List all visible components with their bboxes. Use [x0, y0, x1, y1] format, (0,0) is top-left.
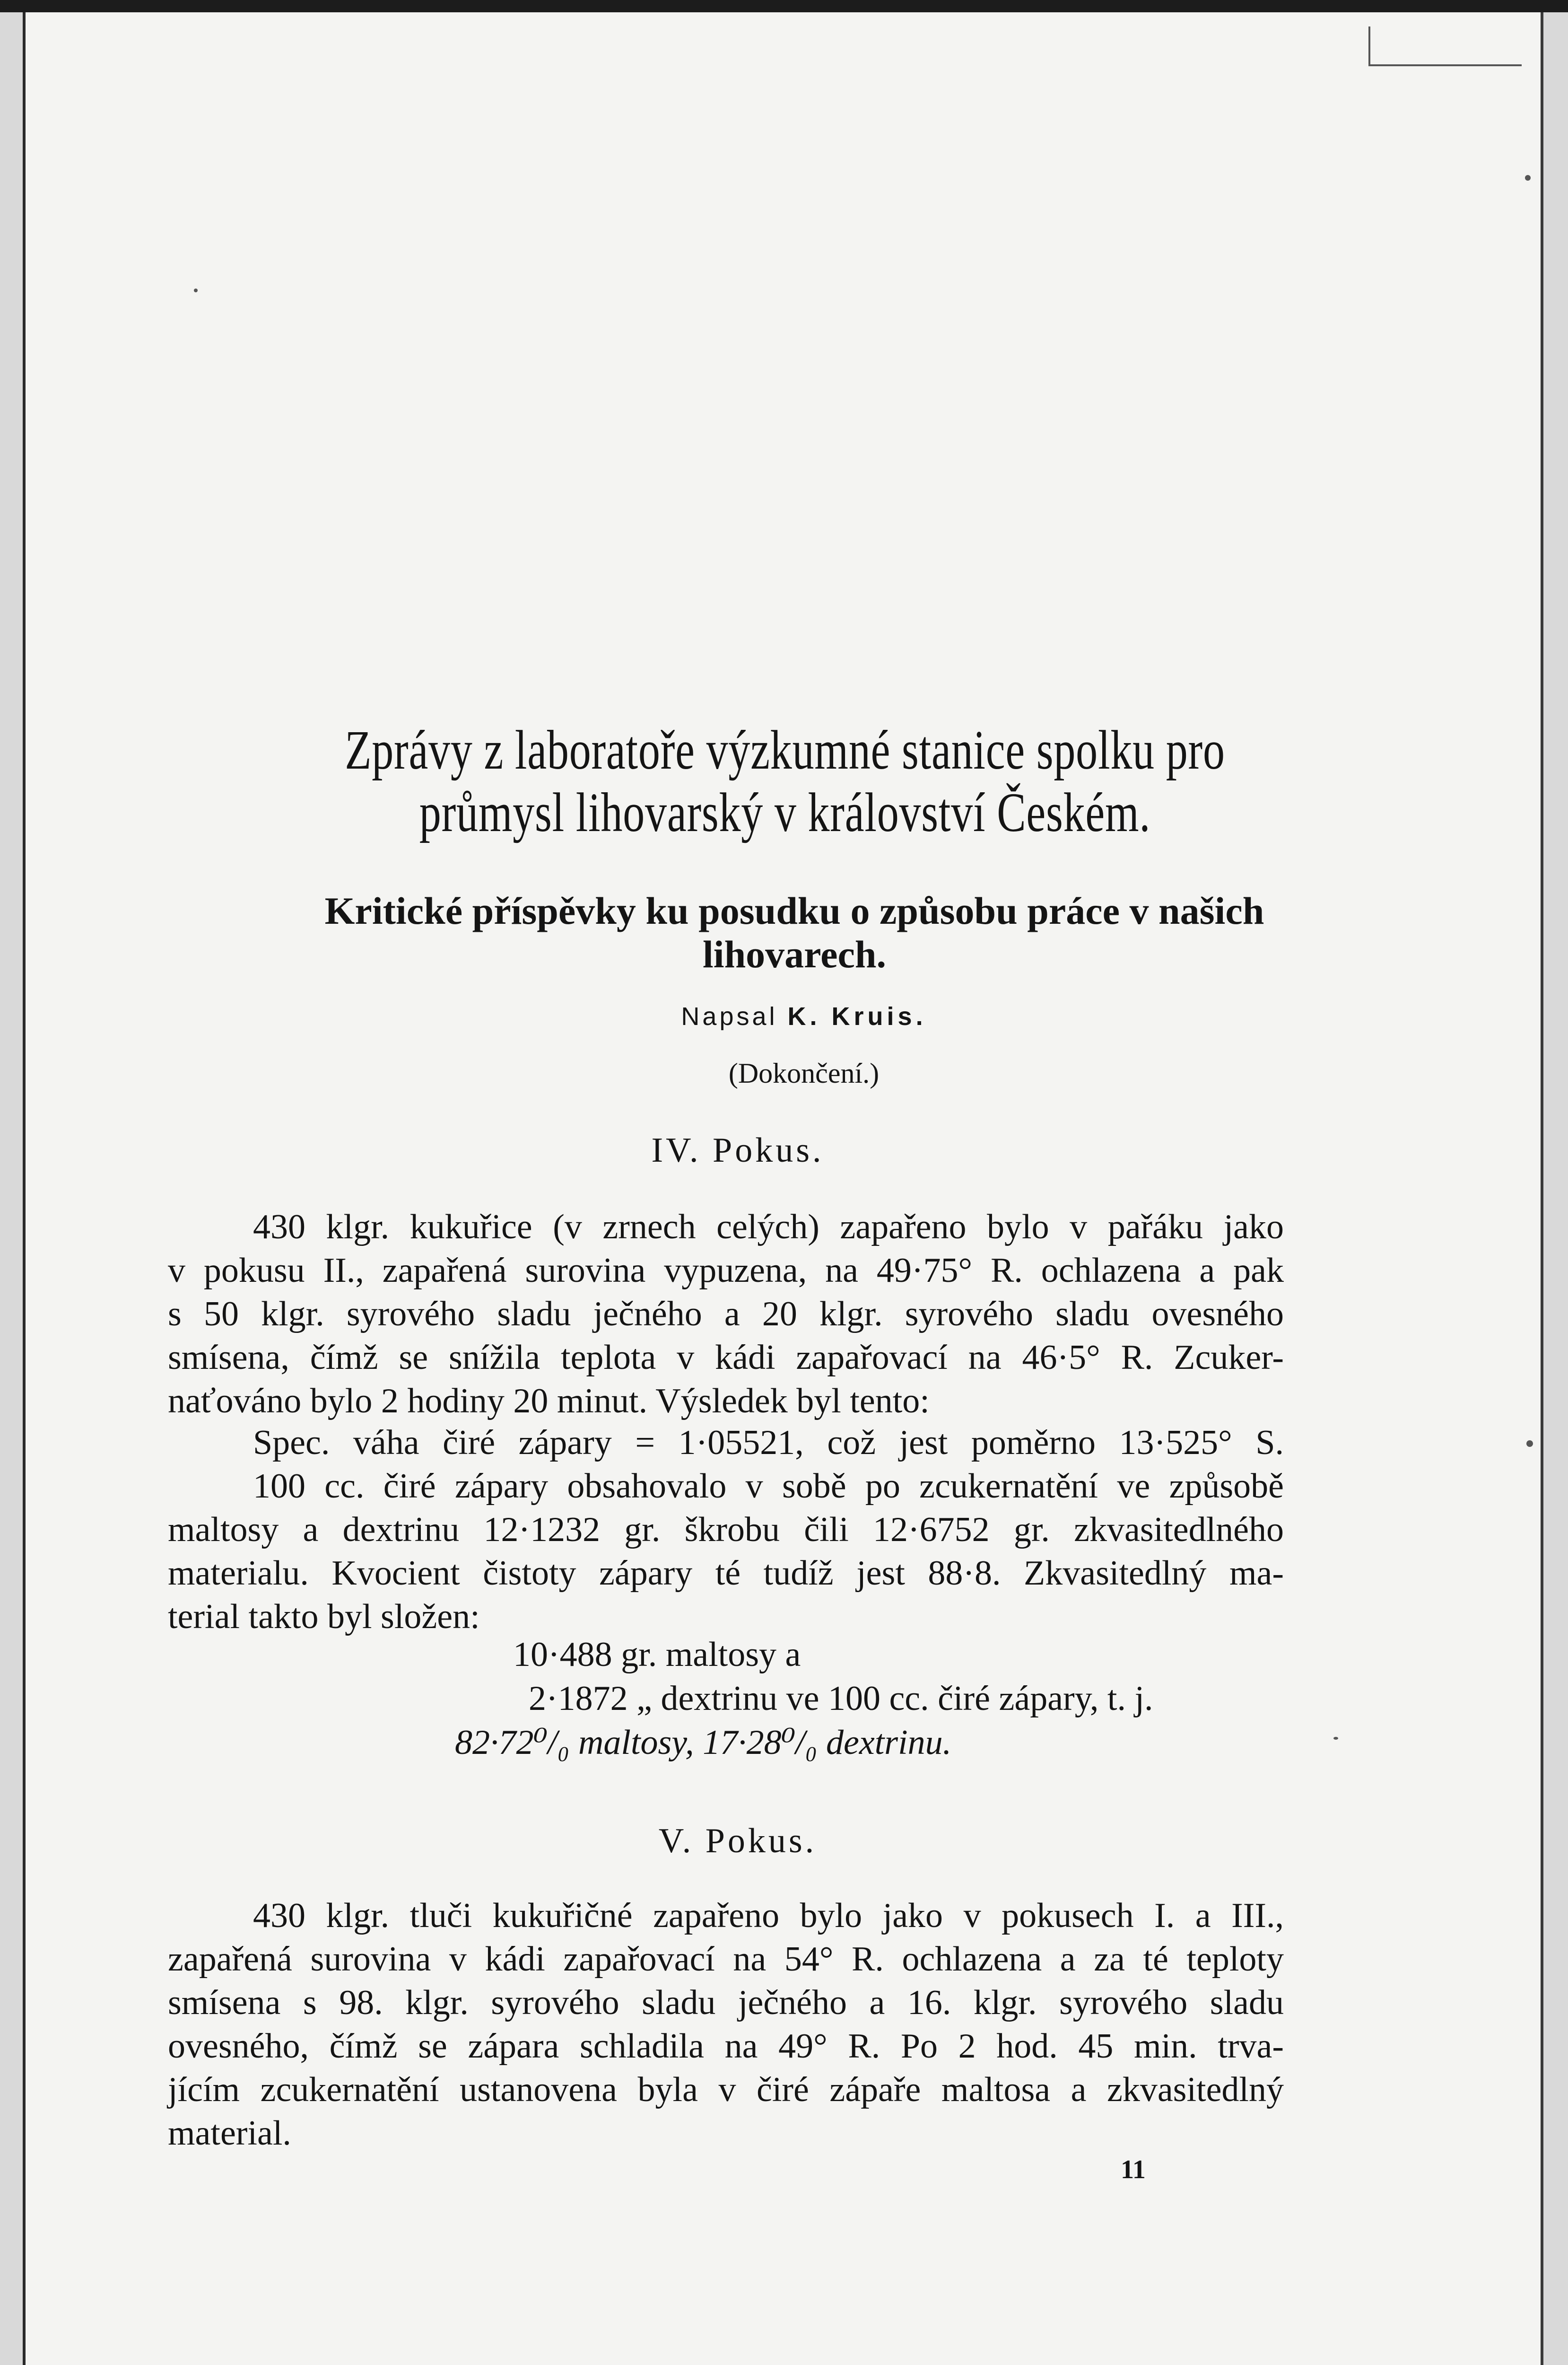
title-line-1: Zprávy z laboratoře výzkumné stanice spolku pro	[345, 719, 1225, 781]
paragraph-line: zapařená surovina v kádi zapařovací na 54° R. ochlazena a za té teploty	[168, 1940, 1284, 1979]
paragraph-2	[168, 1421, 1284, 1638]
subtitle-line-2: lihovarech.	[703, 933, 886, 976]
title-line-2: průmysl lihovarský v království Českém.	[419, 781, 1151, 843]
paragraph-line: v pokusu II., zapařená surovina vypuzena, na 49·75° R. ochlazena a pak	[168, 1251, 1284, 1290]
author-name: K. Kruis.	[787, 1002, 927, 1031]
formula-line-3: 82·72⁰/₀ maltosy, 17·28⁰/₀ dextrinu.	[455, 1723, 952, 1762]
scan-speck	[1526, 1440, 1533, 1447]
formula-line-1: 10·488 gr. maltosy a	[513, 1635, 801, 1674]
paragraph-line: ovesného, čímž se zápara schladila na 49° R. Po 2 hod. 45 min. trva-	[168, 2027, 1284, 2066]
paragraph-line: materialu. Kvocient čistoty zápary té tudíž jest 88·8. Zkvasitedlný ma-	[168, 1554, 1284, 1593]
paragraph-1	[168, 1205, 1284, 1423]
paragraph-line: maltosy a dextrinu 12·1232 gr. škrobu čili 12·6752 gr. zkvasitedlného	[168, 1510, 1284, 1549]
paragraph-line: material.	[168, 2114, 291, 2153]
paragraph-line: terial takto byl složen:	[168, 1597, 480, 1636]
paragraph-line: Spec. váha čiré zápary = 1·05521, což jest poměrno 13·525° S.	[253, 1423, 1284, 1462]
paragraph-line: naťováno bylo 2 hodiny 20 minut. Výsledek byl tento:	[168, 1382, 930, 1420]
paragraph-line: 100 cc. čiré zápary obsahovalo v sobě po zcukernatění ve způsobě	[253, 1467, 1284, 1506]
author-line	[473, 1002, 1135, 1031]
scan-speck	[194, 289, 198, 292]
formula-line-2: 2·1872 „ dextrinu ve 100 cc. čiré zápary, t. j.	[529, 1679, 1153, 1718]
corner-mark	[1368, 26, 1522, 66]
paragraph-line: jícím zcukernatění ustanovena byla v čiré zápaře maltosa a zkvasitedlný	[168, 2070, 1284, 2109]
section-heading-iv: IV. Pokus.	[651, 1131, 824, 1170]
scan-top-edge	[0, 0, 1568, 12]
paragraph-line: 430 klgr. tluči kukuřičné zapařeno bylo jako v pokusech I. a III.,	[253, 1896, 1284, 1935]
paragraph-3	[168, 1894, 1284, 2155]
paragraph-line: smísena s 98. klgr. syrového sladu ječného a 16. klgr. syrového sladu	[168, 1983, 1284, 2022]
page-title	[313, 719, 1257, 844]
paragraph-line: smísena, čímž se snížila teplota v kádi zapařovací na 46·5° R. Zcuker-	[168, 1338, 1284, 1377]
author-prefix: Napsal	[681, 1002, 778, 1031]
scan-speck	[1525, 175, 1531, 181]
scan-speck	[1333, 1737, 1338, 1740]
page-number: 11	[1121, 2155, 1146, 2184]
paragraph-line: 430 klgr. kukuřice (v zrnech celých) zapařeno bylo v pařáku jako	[253, 1208, 1284, 1246]
paragraph-line: s 50 klgr. syrového sladu ječného a 20 klgr. syrového sladu ovesného	[168, 1295, 1284, 1333]
article-subtitle	[189, 889, 1400, 976]
section-heading-v: V. Pokus.	[658, 1822, 817, 1860]
continued-note: (Dokončení.)	[728, 1058, 880, 1089]
subtitle-line-1: Kritické příspěvky ku posudku o způsobu práce v našich	[324, 889, 1264, 932]
